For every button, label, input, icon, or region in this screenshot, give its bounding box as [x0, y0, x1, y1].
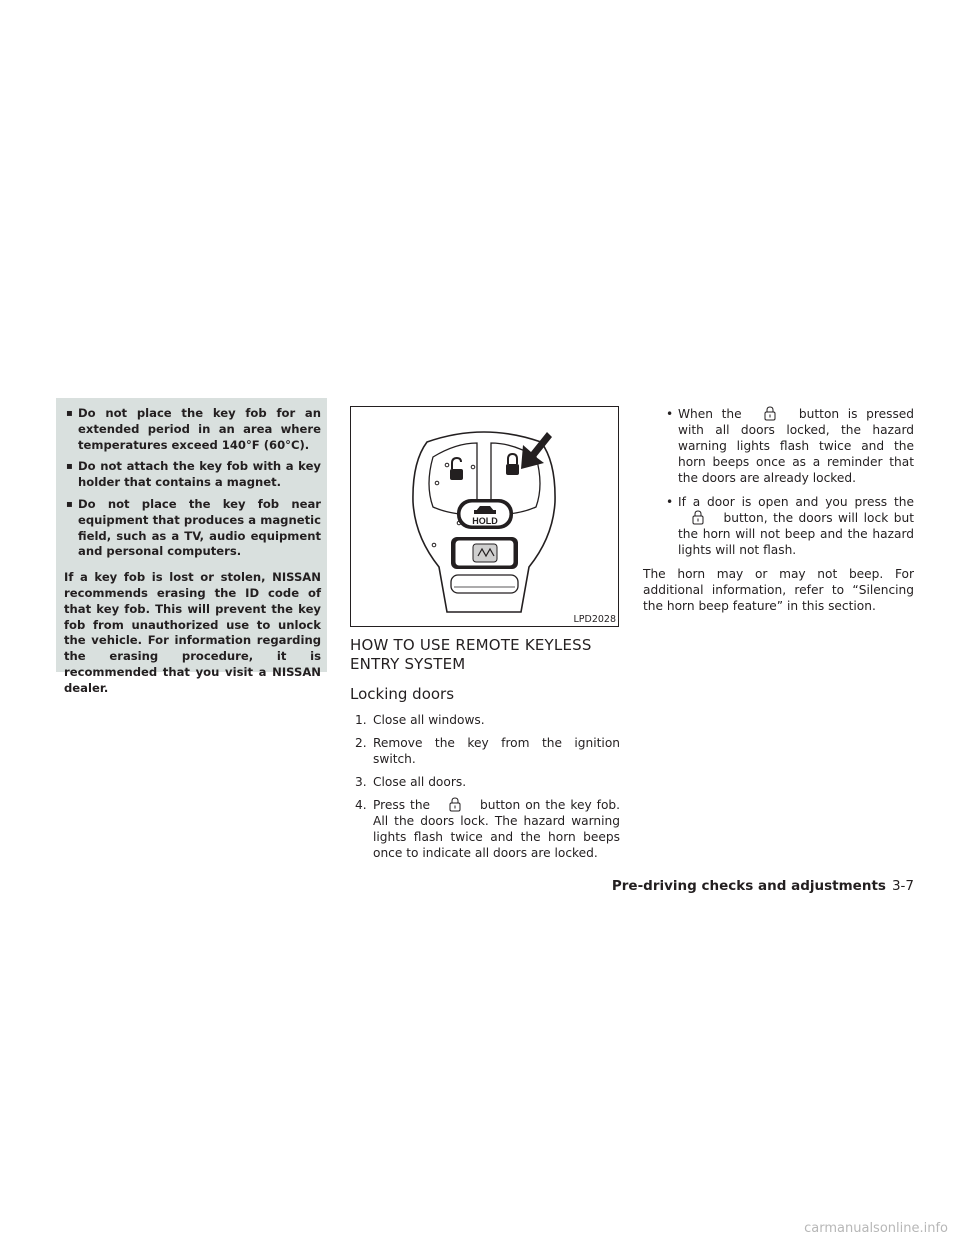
lock-icon [750, 406, 790, 422]
note-bullet: • If a door is open and you press the button, the doors will lock but the horn will not beep and the hazard lights will not flash. [666, 495, 915, 557]
footer-section-title: Pre-driving checks and adjustments [611, 878, 886, 894]
list-item: 2. Remove the key from the ignition switch. [355, 736, 620, 766]
notes-column [643, 406, 914, 614]
note-bullet: • When the button is pressed with all doors locked, the hazard warning lights flash twice and the horn beeps once as a reminder that the doors are already locked. [666, 407, 915, 485]
lock-icon [435, 797, 475, 813]
instructions-column [350, 636, 620, 868]
section-heading: HOW TO USE REMOTE KEYLESS ENTRY SYSTEM [350, 636, 592, 673]
list-item: 4. Press the button on the key fob. All the doors lock. The hazard warning lights flash twice and the horn beeps once to indicate all doors are locked. [355, 798, 621, 860]
caution-bullet: ▪ Do not place the key fob for an extended period in an area where temperatures exceed 140°F (60°C). [64, 406, 321, 453]
note-paragraph: The horn may or may not beep. For additional information, refer to “Silencing the horn beep feature” in this section. [643, 567, 914, 613]
caution-bullet: ▪ Do not place the key fob near equipment that produces a magnetic field, such as a TV, audio equipment and personal computers. [64, 497, 321, 560]
figure-code: LPD2028 [573, 614, 616, 625]
page-footer [612, 878, 914, 894]
section-subheading: Locking doors [350, 685, 455, 703]
caution-paragraph: If a key fob is lost or stolen, NISSAN recommends erasing the ID code of that key fob. This will prevent the key fob from unauthorized use to unlock the vehicle. For information regarding the erasing procedure, it is recommended that you visit a NISSAN dealer. [64, 570, 321, 695]
caution-bullet: ▪ Do not attach the key fob with a key holder that contains a magnet. [64, 459, 321, 491]
steps-list [350, 712, 620, 861]
caution-box [56, 398, 327, 695]
key-fob-figure [350, 406, 619, 627]
lock-icon [678, 510, 718, 526]
list-item: 3. Close all doors. [355, 775, 467, 789]
page-number: 3-7 [891, 878, 914, 894]
key-fob-illustration [351, 407, 618, 626]
watermark: carmanualsonline.info [804, 1221, 948, 1236]
hold-label: HOLD [472, 516, 498, 526]
panic-icon [473, 544, 497, 562]
list-item: 1. Close all windows. [355, 713, 485, 727]
